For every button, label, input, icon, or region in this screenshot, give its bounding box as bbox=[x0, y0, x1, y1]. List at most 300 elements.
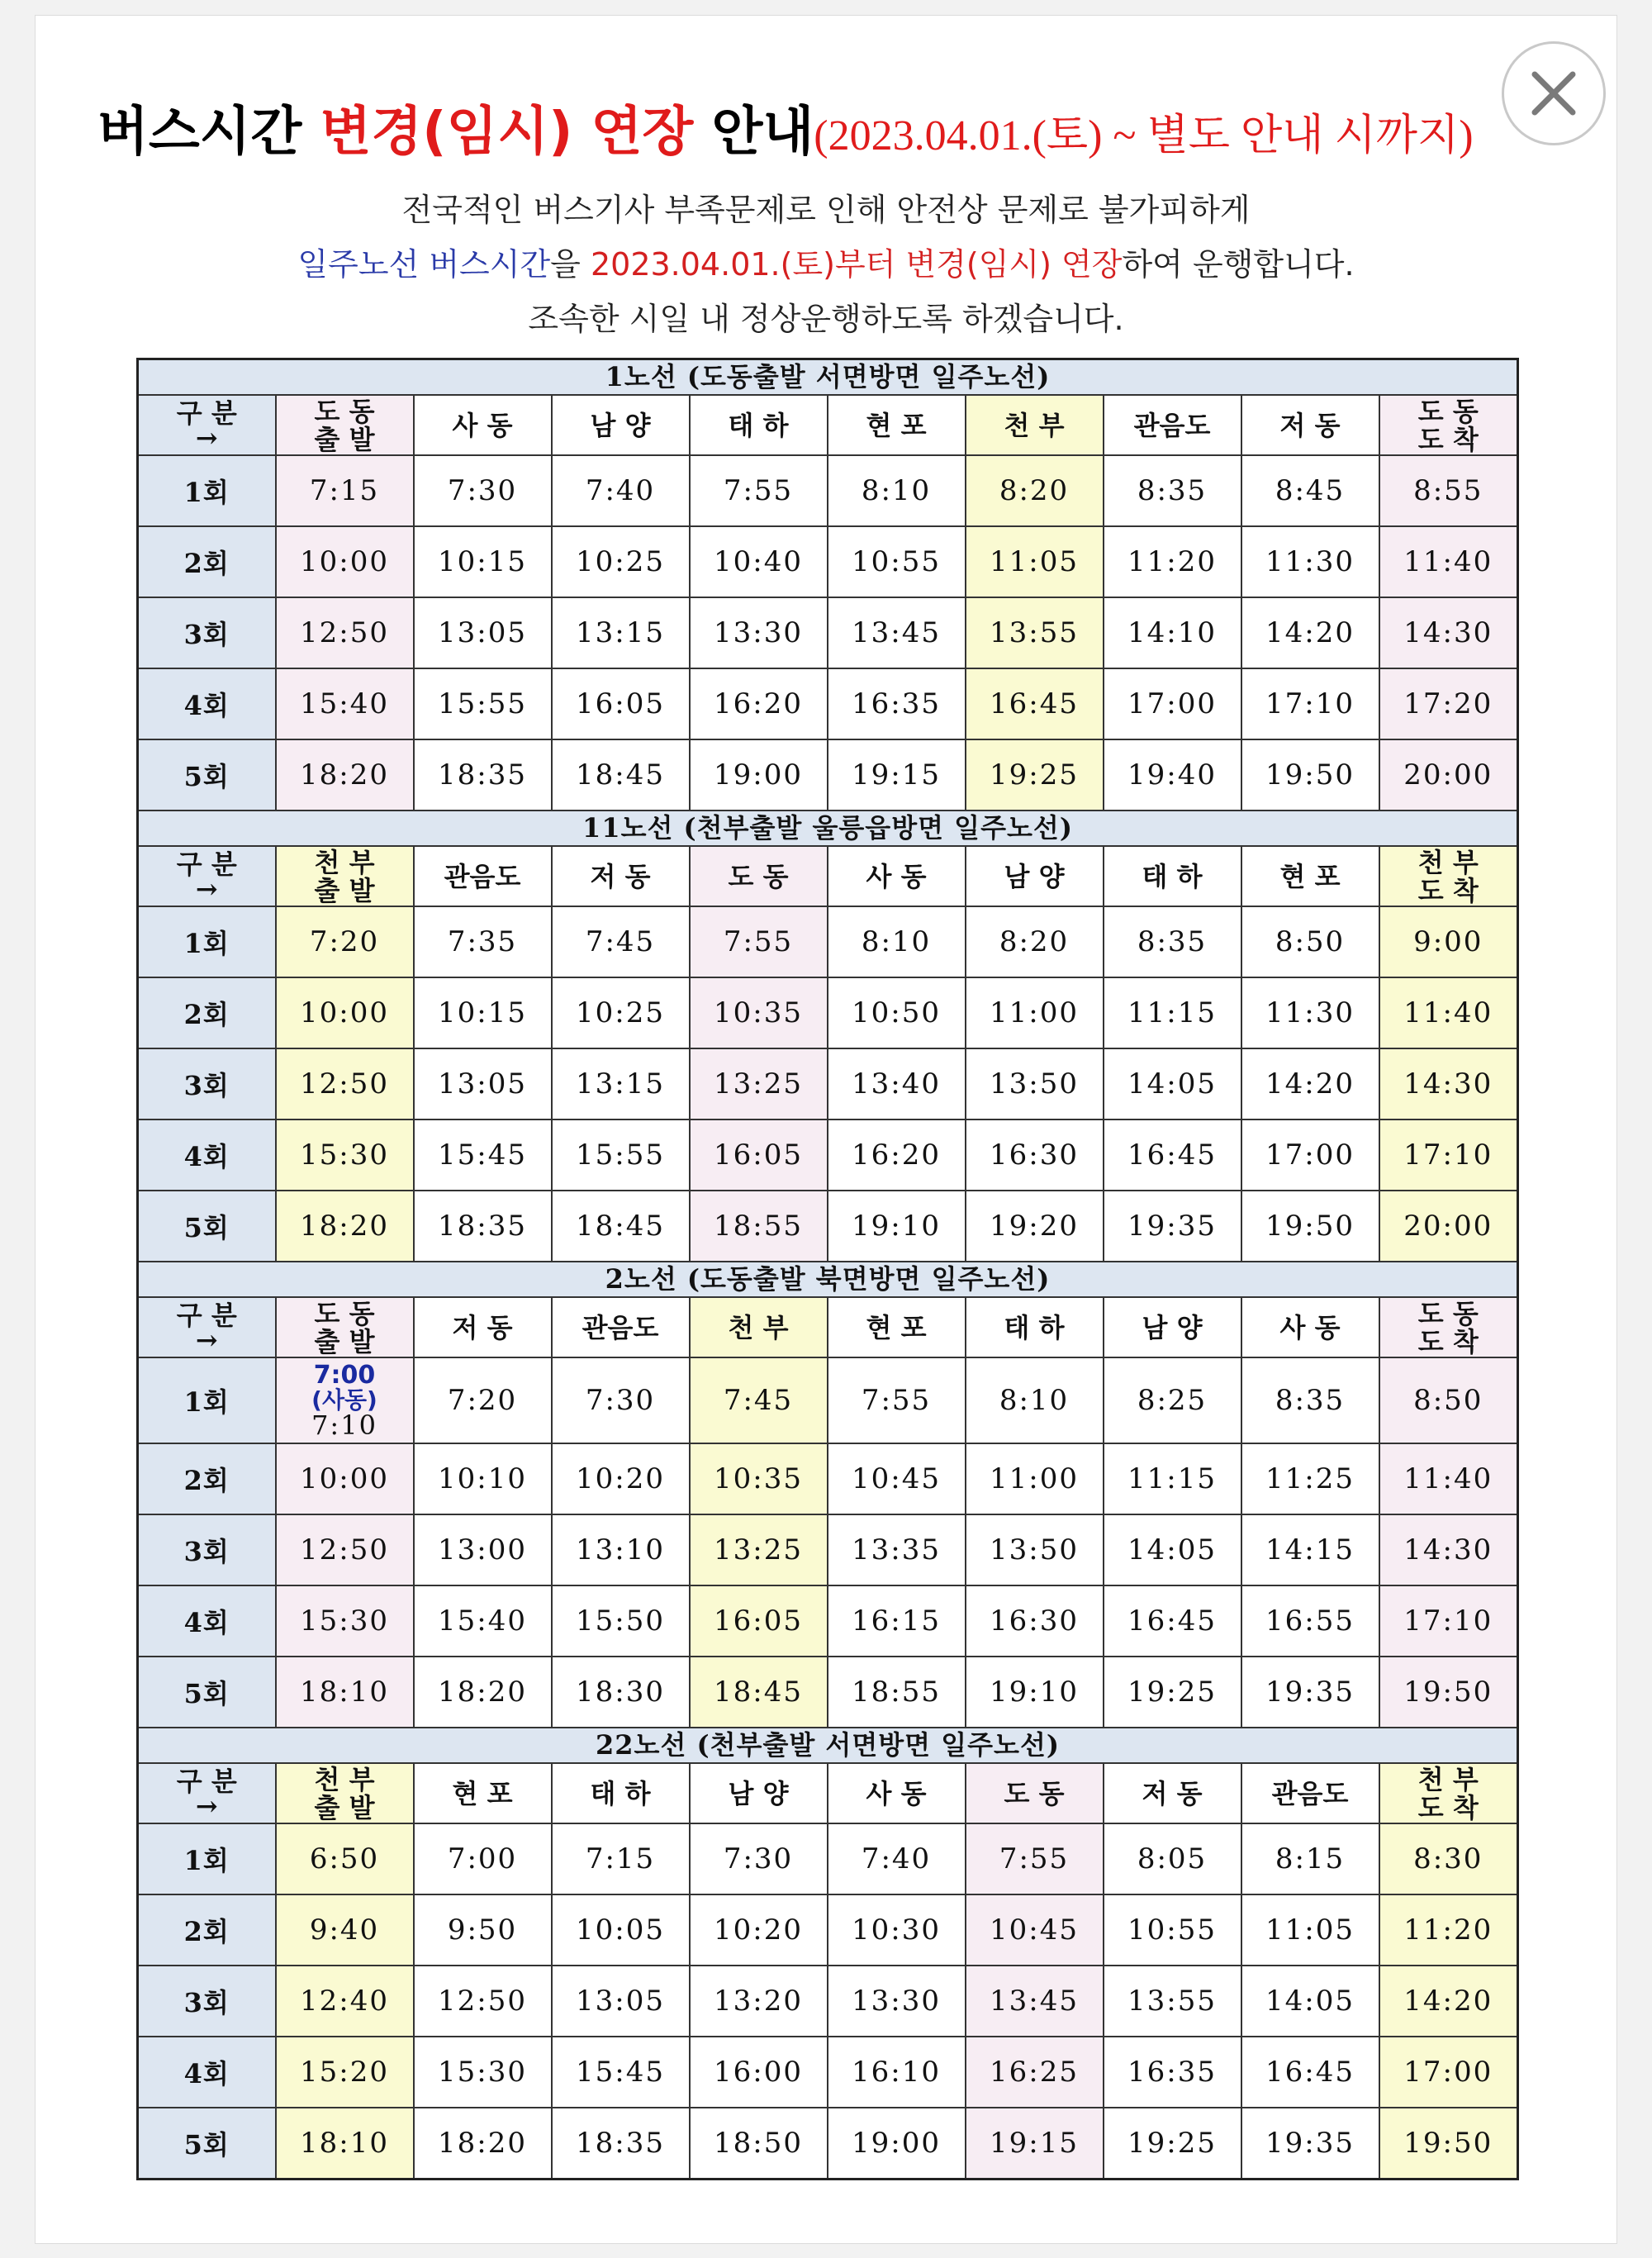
time-cell: 7:55 bbox=[828, 1357, 966, 1443]
stop-name: 저 동 bbox=[1279, 409, 1341, 441]
stop-header bbox=[690, 1763, 828, 1823]
time-cell: 13:25 bbox=[690, 1514, 828, 1585]
time-cell: 19:50 bbox=[1241, 1191, 1379, 1262]
time-cell: 8:45 bbox=[1241, 455, 1379, 526]
time-cell: 16:20 bbox=[828, 1119, 966, 1191]
stop-name: 도 착 bbox=[1417, 1791, 1479, 1823]
time-cell: 10:30 bbox=[828, 1894, 966, 1966]
time-cell: 19:35 bbox=[1241, 1657, 1379, 1728]
time-cell: 7:30 bbox=[414, 455, 552, 526]
time-cell: 18:20 bbox=[414, 1657, 552, 1728]
via-stop-note: (사동) bbox=[311, 1386, 377, 1414]
route-title-row bbox=[138, 359, 1518, 396]
time-cell: 13:10 bbox=[552, 1514, 690, 1585]
time-cell: 14:30 bbox=[1379, 1048, 1518, 1119]
stop-name: 관음도 bbox=[582, 1311, 659, 1343]
time-cell: 16:35 bbox=[1104, 2037, 1241, 2108]
trip-label: 5회 bbox=[138, 739, 276, 811]
time-cell: 11:40 bbox=[1379, 1443, 1518, 1514]
title-part-2: 안내 bbox=[693, 102, 814, 163]
time-cell: 11:30 bbox=[1241, 977, 1379, 1048]
time-cell: 18:45 bbox=[552, 1191, 690, 1262]
table-row bbox=[138, 1119, 1518, 1191]
time-cell: 13:30 bbox=[690, 597, 828, 668]
stop-header bbox=[690, 1297, 828, 1357]
time-cell: 8:20 bbox=[966, 906, 1104, 977]
time-cell: 18:35 bbox=[414, 1191, 552, 1262]
time-cell: 19:00 bbox=[828, 2108, 966, 2180]
time-cell: 10:35 bbox=[690, 977, 828, 1048]
stop-name: 도 동 bbox=[1417, 1297, 1479, 1329]
time-cell: 19:10 bbox=[828, 1191, 966, 1262]
time-cell: 11:20 bbox=[1104, 526, 1241, 597]
corner-cell bbox=[138, 395, 276, 455]
stop-name: 도 동 bbox=[728, 860, 789, 892]
stop-header bbox=[276, 395, 414, 455]
stop-name: 도 동 bbox=[1004, 1777, 1065, 1809]
notice-line-2-red: 2023.04.01.(토)부터 변경(임시) 연장 bbox=[590, 246, 1123, 283]
arrow-icon: → bbox=[195, 1790, 218, 1822]
time-cell: 18:45 bbox=[552, 739, 690, 811]
time-cell: 13:15 bbox=[552, 1048, 690, 1119]
time-cell: 11:40 bbox=[1379, 526, 1518, 597]
time-cell: 14:20 bbox=[1241, 597, 1379, 668]
time-cell: 13:20 bbox=[690, 1966, 828, 2037]
title-date-range: (2023.04.01.(토) ~ 별도 안내 시까지) bbox=[814, 112, 1474, 159]
time-cell: 8:10 bbox=[966, 1357, 1104, 1443]
route-title-row bbox=[138, 811, 1518, 846]
page-title bbox=[97, 91, 1568, 174]
table-row bbox=[138, 668, 1518, 739]
corner-cell bbox=[138, 846, 276, 906]
notice-line-2-mid: 을 bbox=[550, 246, 591, 283]
corner-label: 구 분 bbox=[176, 1765, 237, 1797]
time-cell: 13:55 bbox=[966, 597, 1104, 668]
table-row bbox=[138, 2108, 1518, 2180]
trip-label: 2회 bbox=[138, 526, 276, 597]
stop-name: 천 부 bbox=[1417, 1763, 1479, 1795]
stop-header bbox=[276, 846, 414, 906]
time-cell: 12:50 bbox=[414, 1966, 552, 2037]
time-cell: 17:00 bbox=[1241, 1119, 1379, 1191]
stop-name: 태 하 bbox=[590, 1777, 651, 1809]
stop-name: 현 포 bbox=[866, 1311, 927, 1343]
trip-label: 3회 bbox=[138, 597, 276, 668]
time-cell: 13:50 bbox=[966, 1514, 1104, 1585]
time-cell: 19:25 bbox=[1104, 1657, 1241, 1728]
time-cell: 17:20 bbox=[1379, 668, 1518, 739]
stop-name: 남 양 bbox=[728, 1777, 789, 1809]
stop-header bbox=[1379, 1763, 1518, 1823]
time-cell: 13:40 bbox=[828, 1048, 966, 1119]
notice-line-2-blue: 일주노선 버스시간 bbox=[297, 246, 551, 283]
time-cell: 16:55 bbox=[1241, 1585, 1379, 1657]
time-cell: 15:40 bbox=[414, 1585, 552, 1657]
time-cell: 10:20 bbox=[690, 1894, 828, 1966]
stop-header bbox=[414, 395, 552, 455]
time-cell: 7:00 bbox=[414, 1823, 552, 1894]
time-cell: 7:20 bbox=[414, 1357, 552, 1443]
time-cell: 14:05 bbox=[1104, 1514, 1241, 1585]
stop-header-row bbox=[138, 1297, 1518, 1357]
stop-header bbox=[966, 1297, 1104, 1357]
stop-name: 천 부 bbox=[728, 1311, 789, 1343]
time-cell: 16:45 bbox=[966, 668, 1104, 739]
stop-name: 천 부 bbox=[1004, 409, 1065, 441]
time-cell: 7:45 bbox=[552, 906, 690, 977]
time-cell: 8:35 bbox=[1104, 455, 1241, 526]
stop-name: 도 동 bbox=[314, 395, 375, 427]
stop-header bbox=[828, 1763, 966, 1823]
stop-header-row bbox=[138, 846, 1518, 906]
trip-label: 3회 bbox=[138, 1048, 276, 1119]
time-cell: 14:20 bbox=[1379, 1966, 1518, 2037]
time-cell: 10:20 bbox=[552, 1443, 690, 1514]
stop-name: 관음도 bbox=[1271, 1777, 1349, 1809]
time-cell: 9:40 bbox=[276, 1894, 414, 1966]
trip-label: 2회 bbox=[138, 977, 276, 1048]
departure-time: 7:10 bbox=[311, 1409, 377, 1441]
time-cell: 8:20 bbox=[966, 455, 1104, 526]
time-cell: 11:30 bbox=[1241, 526, 1379, 597]
time-cell: 11:20 bbox=[1379, 1894, 1518, 1966]
time-cell: 11:15 bbox=[1104, 977, 1241, 1048]
time-cell: 13:30 bbox=[828, 1966, 966, 2037]
time-cell: 7:35 bbox=[414, 906, 552, 977]
time-cell: 15:45 bbox=[552, 2037, 690, 2108]
time-cell: 16:05 bbox=[690, 1119, 828, 1191]
time-cell: 9:00 bbox=[1379, 906, 1518, 977]
time-cell: 7:55 bbox=[690, 906, 828, 977]
stop-header bbox=[966, 395, 1104, 455]
table-row bbox=[138, 1823, 1518, 1894]
time-cell: 12:50 bbox=[276, 597, 414, 668]
time-cell: 13:55 bbox=[1104, 1966, 1241, 2037]
notice-line-1: 전국적인 버스기사 부족문제로 인해 안전상 문제로 불가피하게 bbox=[401, 192, 1251, 228]
time-cell: 20:00 bbox=[1379, 739, 1518, 811]
stop-name: 천 부 bbox=[314, 846, 375, 878]
stop-name: 사 동 bbox=[452, 409, 513, 441]
stop-name: 현 포 bbox=[866, 409, 927, 441]
stop-name: 태 하 bbox=[1142, 860, 1203, 892]
stop-name: 저 동 bbox=[590, 860, 651, 892]
trip-label: 5회 bbox=[138, 1657, 276, 1728]
time-cell: 14:05 bbox=[1241, 1966, 1379, 2037]
stop-name: 남 양 bbox=[1004, 860, 1065, 892]
time-cell: 10:25 bbox=[552, 977, 690, 1048]
time-cell: 7:55 bbox=[966, 1823, 1104, 1894]
time-cell: 8:50 bbox=[1379, 1357, 1518, 1443]
time-cell: 10:50 bbox=[828, 977, 966, 1048]
route-title-row bbox=[138, 1262, 1518, 1297]
time-cell: 16:20 bbox=[690, 668, 828, 739]
stop-header bbox=[1104, 1297, 1241, 1357]
time-cell: 6:50 bbox=[276, 1823, 414, 1894]
time-cell: 15:45 bbox=[414, 1119, 552, 1191]
time-cell: 7:15 bbox=[276, 455, 414, 526]
trip-label: 1회 bbox=[138, 455, 276, 526]
time-cell: 14:20 bbox=[1241, 1048, 1379, 1119]
stop-header bbox=[1241, 395, 1379, 455]
time-cell: 7:30 bbox=[552, 1357, 690, 1443]
close-icon bbox=[1525, 64, 1583, 122]
table-row bbox=[138, 1191, 1518, 1262]
time-cell: 19:50 bbox=[1379, 2108, 1518, 2180]
stop-header bbox=[552, 395, 690, 455]
time-cell: 10:45 bbox=[966, 1894, 1104, 1966]
table-row bbox=[138, 597, 1518, 668]
stop-header bbox=[966, 846, 1104, 906]
time-cell: 8:55 bbox=[1379, 455, 1518, 526]
time-cell: 18:20 bbox=[276, 739, 414, 811]
stop-header-row bbox=[138, 395, 1518, 455]
time-cell: 19:50 bbox=[1241, 739, 1379, 811]
time-cell: 14:10 bbox=[1104, 597, 1241, 668]
arrow-icon: → bbox=[195, 1324, 218, 1356]
time-cell: 16:45 bbox=[1104, 1585, 1241, 1657]
stop-name: 남 양 bbox=[590, 409, 651, 441]
table-row bbox=[138, 1048, 1518, 1119]
time-cell: 19:50 bbox=[1379, 1657, 1518, 1728]
time-cell: 19:10 bbox=[966, 1657, 1104, 1728]
time-cell: 17:10 bbox=[1379, 1585, 1518, 1657]
time-cell: 7:40 bbox=[552, 455, 690, 526]
notice-line-2 bbox=[0, 238, 1652, 291]
stop-header bbox=[552, 846, 690, 906]
stop-name: 도 착 bbox=[1417, 874, 1479, 906]
time-cell: 18:20 bbox=[276, 1191, 414, 1262]
time-cell: 11:00 bbox=[966, 977, 1104, 1048]
stop-header bbox=[690, 846, 828, 906]
stop-name: 사 동 bbox=[866, 860, 927, 892]
corner-label: 구 분 bbox=[176, 1299, 237, 1331]
trip-label: 3회 bbox=[138, 1966, 276, 2037]
notice-line-2-end: 하여 운행합니다. bbox=[1122, 246, 1355, 283]
time-cell: 14:30 bbox=[1379, 597, 1518, 668]
stop-name: 태 하 bbox=[728, 409, 789, 441]
arrow-icon: → bbox=[195, 421, 218, 454]
time-cell: 15:55 bbox=[552, 1119, 690, 1191]
time-cell: 15:20 bbox=[276, 2037, 414, 2108]
trip-label: 3회 bbox=[138, 1514, 276, 1585]
time-cell: 19:25 bbox=[1104, 2108, 1241, 2180]
time-cell: 9:50 bbox=[414, 1894, 552, 1966]
time-cell: 13:05 bbox=[414, 1048, 552, 1119]
time-cell: 18:35 bbox=[414, 739, 552, 811]
time-cell: 13:45 bbox=[828, 597, 966, 668]
table-row bbox=[138, 739, 1518, 811]
time-cell: 7:55 bbox=[690, 455, 828, 526]
stop-name: 도 착 bbox=[1417, 1325, 1479, 1357]
bus-schedule-table bbox=[136, 358, 1519, 2180]
stop-header bbox=[414, 1297, 552, 1357]
stop-header bbox=[1379, 395, 1518, 455]
stop-name: 관음도 bbox=[1133, 409, 1211, 441]
time-cell: 16:30 bbox=[966, 1585, 1104, 1657]
stop-name: 남 양 bbox=[1142, 1311, 1203, 1343]
close-button[interactable] bbox=[1502, 41, 1606, 145]
time-cell: 11:25 bbox=[1241, 1443, 1379, 1514]
stop-header bbox=[690, 395, 828, 455]
stop-header bbox=[552, 1763, 690, 1823]
time-cell: 19:35 bbox=[1241, 2108, 1379, 2180]
trip-label: 2회 bbox=[138, 1443, 276, 1514]
route-title: 22노선 (천부출발 서면방면 일주노선) bbox=[138, 1728, 1518, 1763]
time-cell: 10:00 bbox=[276, 526, 414, 597]
trip-label: 5회 bbox=[138, 1191, 276, 1262]
stop-name: 사 동 bbox=[866, 1777, 927, 1809]
trip-label: 1회 bbox=[138, 1357, 276, 1443]
time-cell: 18:45 bbox=[690, 1657, 828, 1728]
time-cell: 10:00 bbox=[276, 1443, 414, 1514]
stop-header bbox=[1379, 1297, 1518, 1357]
table-row bbox=[138, 1514, 1518, 1585]
time-cell: 17:00 bbox=[1104, 668, 1241, 739]
time-cell: 11:15 bbox=[1104, 1443, 1241, 1514]
time-cell: 11:00 bbox=[966, 1443, 1104, 1514]
time-cell: 14:30 bbox=[1379, 1514, 1518, 1585]
time-cell: 19:25 bbox=[966, 739, 1104, 811]
time-cell: 10:25 bbox=[552, 526, 690, 597]
table-row bbox=[138, 1357, 1518, 1443]
corner-label: 구 분 bbox=[176, 848, 237, 880]
time-cell: 16:15 bbox=[828, 1585, 966, 1657]
stop-name: 태 하 bbox=[1004, 1311, 1065, 1343]
stop-header bbox=[552, 1297, 690, 1357]
table-row bbox=[138, 1585, 1518, 1657]
time-cell: 13:50 bbox=[966, 1048, 1104, 1119]
time-cell: 17:10 bbox=[1241, 668, 1379, 739]
stop-header bbox=[1241, 846, 1379, 906]
stop-header bbox=[1104, 1763, 1241, 1823]
trip-label: 4회 bbox=[138, 668, 276, 739]
time-cell: 10:05 bbox=[552, 1894, 690, 1966]
corner-label: 구 분 bbox=[176, 397, 237, 429]
title-part-1: 버스시간 bbox=[97, 102, 320, 163]
stop-name: 도 동 bbox=[1417, 395, 1479, 427]
table-row bbox=[138, 1443, 1518, 1514]
trip-label: 4회 bbox=[138, 1585, 276, 1657]
time-cell: 8:35 bbox=[1104, 906, 1241, 977]
time-cell: 20:00 bbox=[1379, 1191, 1518, 1262]
time-cell: 19:20 bbox=[966, 1191, 1104, 1262]
time-cell: 13:05 bbox=[552, 1966, 690, 2037]
time-cell: 16:10 bbox=[828, 2037, 966, 2108]
time-cell: 7:30 bbox=[690, 1823, 828, 1894]
time-cell: 19:35 bbox=[1104, 1191, 1241, 1262]
stop-name: 출 발 bbox=[314, 1791, 375, 1823]
time-cell: 18:10 bbox=[276, 1657, 414, 1728]
time-cell: 8:50 bbox=[1241, 906, 1379, 977]
time-cell: 15:30 bbox=[276, 1119, 414, 1191]
time-cell: 8:35 bbox=[1241, 1357, 1379, 1443]
time-cell: 18:20 bbox=[414, 2108, 552, 2180]
trip-label: 1회 bbox=[138, 906, 276, 977]
time-cell: 15:30 bbox=[414, 2037, 552, 2108]
time-cell: 12:50 bbox=[276, 1514, 414, 1585]
stop-name: 사 동 bbox=[1279, 1311, 1341, 1343]
time-cell: 18:55 bbox=[690, 1191, 828, 1262]
route-title: 2노선 (도동출발 북면방면 일주노선) bbox=[138, 1262, 1518, 1297]
time-cell: 10:15 bbox=[414, 526, 552, 597]
time-cell: 18:30 bbox=[552, 1657, 690, 1728]
time-cell: 12:50 bbox=[276, 1048, 414, 1119]
stop-header bbox=[828, 846, 966, 906]
time-cell: 14:15 bbox=[1241, 1514, 1379, 1585]
stop-header bbox=[276, 1297, 414, 1357]
table-row bbox=[138, 2037, 1518, 2108]
time-cell: 11:40 bbox=[1379, 977, 1518, 1048]
time-cell: 8:10 bbox=[828, 455, 966, 526]
time-cell: 11:05 bbox=[1241, 1894, 1379, 1966]
time-cell: 19:00 bbox=[690, 739, 828, 811]
time-cell: 8:10 bbox=[828, 906, 966, 977]
time-cell: 16:35 bbox=[828, 668, 966, 739]
stop-name: 출 발 bbox=[314, 1325, 375, 1357]
corner-cell bbox=[138, 1297, 276, 1357]
time-cell: 14:05 bbox=[1104, 1048, 1241, 1119]
time-cell: 11:05 bbox=[966, 526, 1104, 597]
time-cell: 7:45 bbox=[690, 1357, 828, 1443]
title-highlight: 변경(임시) 연장 bbox=[320, 102, 694, 163]
time-cell: 16:30 bbox=[966, 1119, 1104, 1191]
time-cell: 19:40 bbox=[1104, 739, 1241, 811]
time-cell: 8:15 bbox=[1241, 1823, 1379, 1894]
table-row bbox=[138, 455, 1518, 526]
stop-name: 천 부 bbox=[314, 1763, 375, 1795]
time-cell bbox=[276, 1357, 414, 1443]
arrow-icon: → bbox=[195, 872, 218, 905]
stop-name: 출 발 bbox=[314, 423, 375, 455]
time-cell: 10:35 bbox=[690, 1443, 828, 1514]
stop-header bbox=[1104, 395, 1241, 455]
time-cell: 10:10 bbox=[414, 1443, 552, 1514]
notice-line-3: 조속한 시일 내 정상운행하도록 하겠습니다. bbox=[528, 301, 1124, 337]
time-cell: 13:45 bbox=[966, 1966, 1104, 2037]
time-cell: 16:00 bbox=[690, 2037, 828, 2108]
time-cell: 13:15 bbox=[552, 597, 690, 668]
time-cell: 10:45 bbox=[828, 1443, 966, 1514]
time-cell: 19:15 bbox=[966, 2108, 1104, 2180]
stop-name: 현 포 bbox=[452, 1777, 513, 1809]
table-row bbox=[138, 1657, 1518, 1728]
route-title: 11노선 (천부출발 울릉읍방면 일주노선) bbox=[138, 811, 1518, 846]
time-cell: 10:55 bbox=[828, 526, 966, 597]
time-cell: 18:10 bbox=[276, 2108, 414, 2180]
time-cell: 10:15 bbox=[414, 977, 552, 1048]
route-title-row bbox=[138, 1728, 1518, 1763]
time-cell: 13:35 bbox=[828, 1514, 966, 1585]
stop-header bbox=[828, 395, 966, 455]
table-row bbox=[138, 1894, 1518, 1966]
trip-label: 5회 bbox=[138, 2108, 276, 2180]
time-cell: 13:25 bbox=[690, 1048, 828, 1119]
time-cell: 13:00 bbox=[414, 1514, 552, 1585]
time-cell: 19:15 bbox=[828, 739, 966, 811]
time-cell: 15:40 bbox=[276, 668, 414, 739]
time-cell: 12:40 bbox=[276, 1966, 414, 2037]
stop-header bbox=[1104, 846, 1241, 906]
departure-time: 7:00 bbox=[313, 1361, 376, 1390]
stop-header bbox=[414, 846, 552, 906]
time-cell: 15:30 bbox=[276, 1585, 414, 1657]
time-cell: 16:05 bbox=[552, 668, 690, 739]
route-title: 1노선 (도동출발 서면방면 일주노선) bbox=[138, 359, 1518, 396]
time-cell: 16:45 bbox=[1104, 1119, 1241, 1191]
table-row bbox=[138, 906, 1518, 977]
stop-name: 도 동 bbox=[314, 1297, 375, 1329]
stop-header bbox=[1241, 1763, 1379, 1823]
